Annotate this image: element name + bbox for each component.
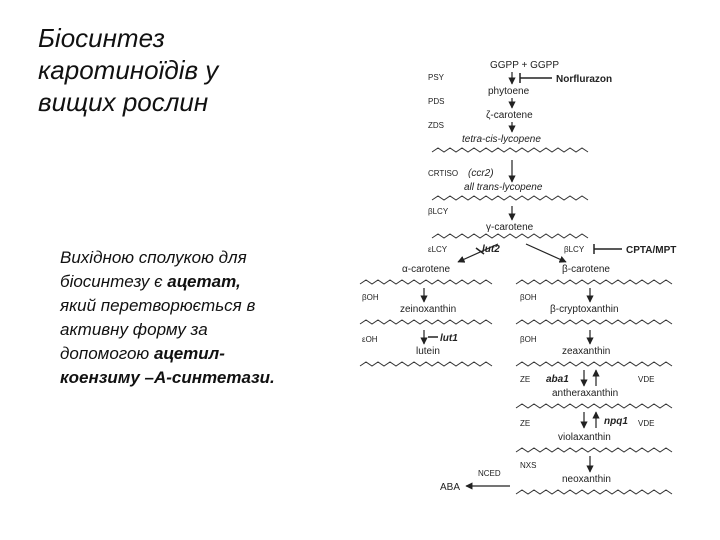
body-line-2-bold: ацетат, [167, 272, 241, 291]
enzyme-beta-oh-right-2: βOH [520, 335, 537, 344]
body-line-3-text: який перетворюється в [60, 296, 256, 315]
compound-zeta-carotene: ζ-carotene [486, 110, 533, 121]
compound-zeaxanthin: zeaxanthin [562, 346, 611, 357]
enzyme-psy: PSY [428, 73, 445, 82]
body-line-2-text: біосинтезу є [60, 272, 168, 291]
compound-ggpp: GGPP + GGPP [490, 60, 560, 71]
inhibitor-norflurazon: Norflurazon [556, 74, 613, 85]
enzyme-beta-oh-left: βOH [362, 293, 379, 302]
body-line-4-text: активну форму за [60, 320, 208, 339]
enzyme-vde-2: VDE [638, 419, 655, 428]
body-line-6 [60, 366, 360, 390]
compound-gamma-carotene: γ-carotene [486, 222, 534, 233]
structure-beta-carotene [516, 280, 672, 284]
enzyme-epsilon-lcy: εLCY [428, 245, 448, 254]
compound-lutein: lutein [416, 346, 440, 357]
enzyme-pds: PDS [428, 97, 445, 106]
compound-aba: ABA [440, 482, 461, 493]
structure-neoxanthin [516, 490, 672, 494]
enzyme-nxs: NXS [520, 461, 537, 470]
slide-title-line-1: Біосинтез [38, 23, 165, 53]
compound-all-trans-lycopene: all trans-lycopene [464, 182, 543, 193]
mutant-aba1: aba1 [546, 374, 569, 385]
structure-violaxanthin [516, 448, 672, 452]
enzyme-beta-lcy-right: βLCY [564, 245, 585, 254]
body-line-1-text: Вихідною сполукою для [60, 248, 247, 267]
structure-zeaxanthin [516, 362, 672, 366]
compound-tetra-cis-lycopene: tetra-cis-lycopene [462, 134, 541, 145]
enzyme-nced: NCED [478, 469, 501, 478]
enzyme-beta-lcy-top: βLCY [428, 207, 449, 216]
enzyme-ze-2: ZE [520, 419, 531, 428]
body-line-3 [60, 294, 360, 318]
body-line-4 [60, 318, 360, 342]
body-line-5-text: допомогою [60, 344, 154, 363]
structure-antheraxanthin [516, 404, 672, 408]
enzyme-beta-oh-right-1: βOH [520, 293, 537, 302]
structure-beta-cryptoxanthin [516, 320, 672, 324]
compound-beta-cryptoxanthin: β-cryptoxanthin [550, 304, 619, 315]
body-line-5 [60, 342, 360, 366]
mutant-npq1: npq1 [604, 416, 628, 427]
enzyme-ze-1: ZE [520, 375, 531, 384]
arrow-beta-lcy-right [526, 244, 566, 262]
enzyme-zds: ZDS [428, 121, 444, 130]
slide-title-line-2: каротиноїдів у [38, 55, 219, 85]
compound-alpha-carotene: α-carotene [402, 264, 451, 275]
compound-neoxanthin: neoxanthin [562, 474, 611, 485]
body-line-5-bold: ацетил- [153, 344, 225, 363]
enzyme-crtiso: CRTISO [428, 169, 459, 178]
mutant-lut2: lut2 [482, 244, 500, 255]
enzyme-vde-1: VDE [638, 375, 655, 384]
structure-all-trans-lycopene [432, 196, 588, 200]
structure-lutein [360, 362, 492, 366]
body-line-2 [60, 270, 360, 294]
mutant-ccr2: (ccr2) [468, 168, 494, 179]
compound-violaxanthin: violaxanthin [558, 432, 611, 443]
slide-title [38, 22, 338, 118]
carotenoid-pathway-diagram [340, 48, 720, 540]
compound-beta-carotene: β-carotene [562, 264, 610, 275]
mutant-lut1: lut1 [440, 333, 458, 344]
inhibitor-cpta: CPTA/MPT [626, 245, 677, 256]
structure-alpha-carotene [360, 280, 492, 284]
body-line-1 [60, 246, 360, 270]
structure-gamma-carotene [432, 234, 588, 238]
slide-title-line-3: вищих рослин [38, 87, 209, 117]
compound-zeinoxanthin: zeinoxanthin [400, 304, 457, 315]
body-line-6-bold: коензиму –А-синтетази. [60, 368, 275, 387]
compound-phytoene: phytoene [488, 86, 530, 97]
slide-body-text [60, 246, 360, 390]
structure-tetra-cis-lycopene [432, 148, 588, 152]
enzyme-epsilon-oh: εOH [362, 335, 378, 344]
structure-zeinoxanthin [360, 320, 492, 324]
compound-antheraxanthin: antheraxanthin [552, 388, 619, 399]
